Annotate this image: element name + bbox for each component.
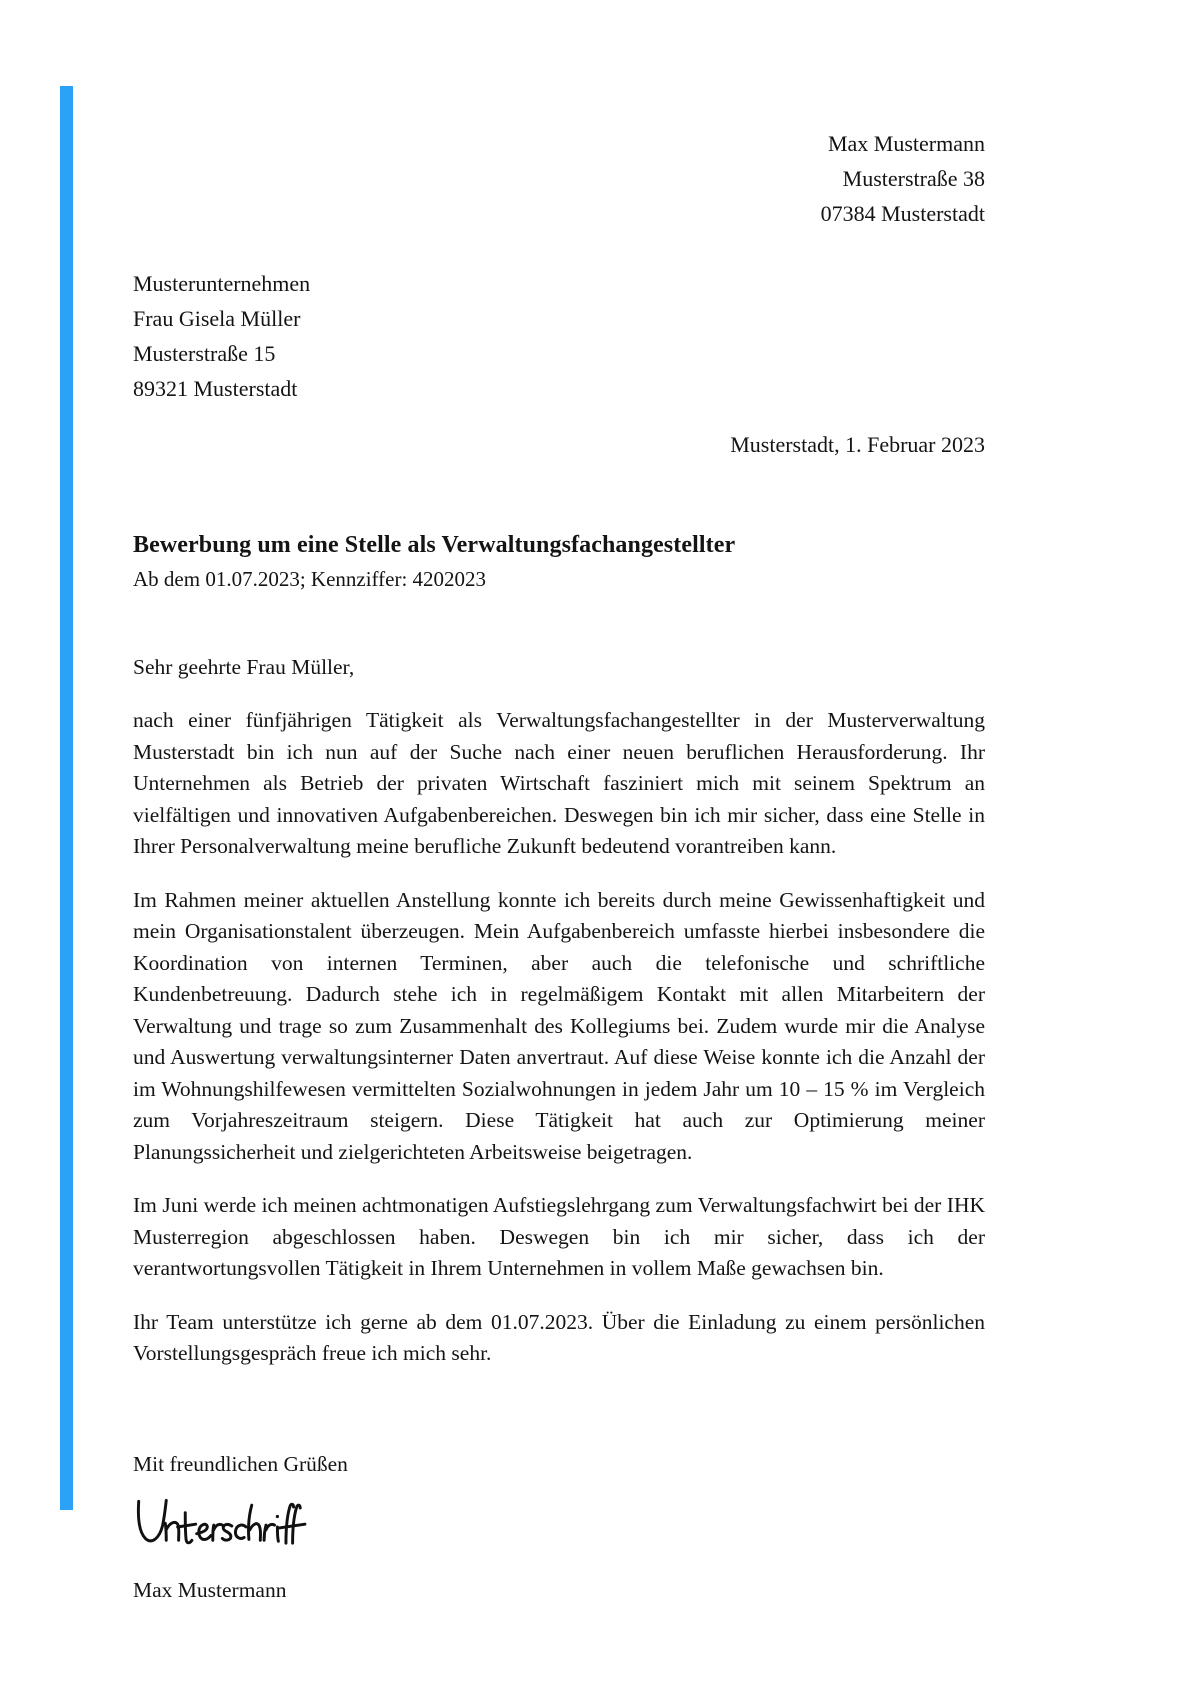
letter-content <box>133 0 985 1606</box>
body-paragraph: Im Rahmen meiner aktuellen Anstellung konnte ich bereits durch meine Gewissenhaftigkeit und mein Organisationstalent überzeugen. Mein Aufgabenbereich umfasste hierbei insbesondere die Koordination von internen Terminen, aber auch die telefonische und schriftliche Kundenbetreuung. Dadurch stehe ich in regelmäßigem Kontakt mit allen Mitarbeitern der Verwaltung und trage so zum Zusammenhalt des Kollegiums bei. Zudem wurde mir die Analyse und Auswertung verwaltungsinterner Daten anvertraut. Auf diese Weise konnte ich die Anzahl der im Wohnungshilfewesen vermittelten Sozialwohnungen in jedem Jahr um 10 – 15 % im Vergleich zum Vorjahreszeitraum steigern. Diese Tätigkeit hat auch zur Optimierung meiner Planungssicherheit und zielgerichteten Arbeitsweise beigetragen. <box>133 887 985 1164</box>
recipient-street: Musterstraße 15 <box>133 341 276 366</box>
dateline: Musterstadt, 1. Februar 2023 <box>730 432 985 457</box>
body-paragraph: Ihr Team unterstütze ich gerne ab dem 01.07.2023. Über die Einladung zu einem persönlichen Vorstellungsgespräch freue ich mich sehr. <box>133 1309 985 1365</box>
subject-title: Bewerbung um eine Stelle als Verwaltungsfachangestellter <box>133 532 736 558</box>
sender-street: Musterstraße 38 <box>842 166 985 191</box>
signer-name: Max Mustermann <box>133 1577 287 1602</box>
sender-name: Max Mustermann <box>827 131 985 156</box>
recipient-company: Musterunternehmen <box>133 271 311 296</box>
body-paragraph: Im Juni werde ich meinen achtmonatigen Aufstiegslehrgang zum Verwaltungsfachwirt bei der IHK Musterregion abgeschlossen haben. Deswegen bin ich mir sicher, dass ich der verantwortungsvollen Tätigkeit in Ihrem Unternehmen in vollem Maße gewachsen bin. <box>133 1193 985 1280</box>
subject-block <box>133 529 985 595</box>
subject-reference: Ab dem 01.07.2023; Kennziffer: 4202023 <box>133 567 487 591</box>
sender-address-block <box>133 126 985 231</box>
closing-greeting: Mit freundlichen Grüßen <box>133 1451 348 1476</box>
signature-image <box>133 1488 393 1570</box>
body-paragraph: nach einer fünfjährigen Tätigkeit als Verwaltungsfachangestellter in der Musterverwaltung Musterstadt bin ich nun auf der Suche nach einer neuen beruflichen Herausforderung. Ihr Unternehmen als Betrieb der privaten Wirtschaft fasziniert mich mit seinem Spektrum an vielfältigen und innovativen Aufgabenbereichen. Deswegen bin ich mir sicher, dass eine Stelle in Ihrer Personalverwaltung meine berufliche Zukunft bedeutend vorantreiben kann. <box>133 708 985 858</box>
accent-bar <box>60 86 73 1510</box>
recipient-contact: Frau Gisela Müller <box>133 306 301 331</box>
salutation: Sehr geehrte Frau Müller, <box>133 655 355 679</box>
sender-city: 07384 Musterstadt <box>820 201 985 226</box>
recipient-city: 89321 Musterstadt <box>133 376 298 401</box>
recipient-address-block <box>133 266 985 406</box>
